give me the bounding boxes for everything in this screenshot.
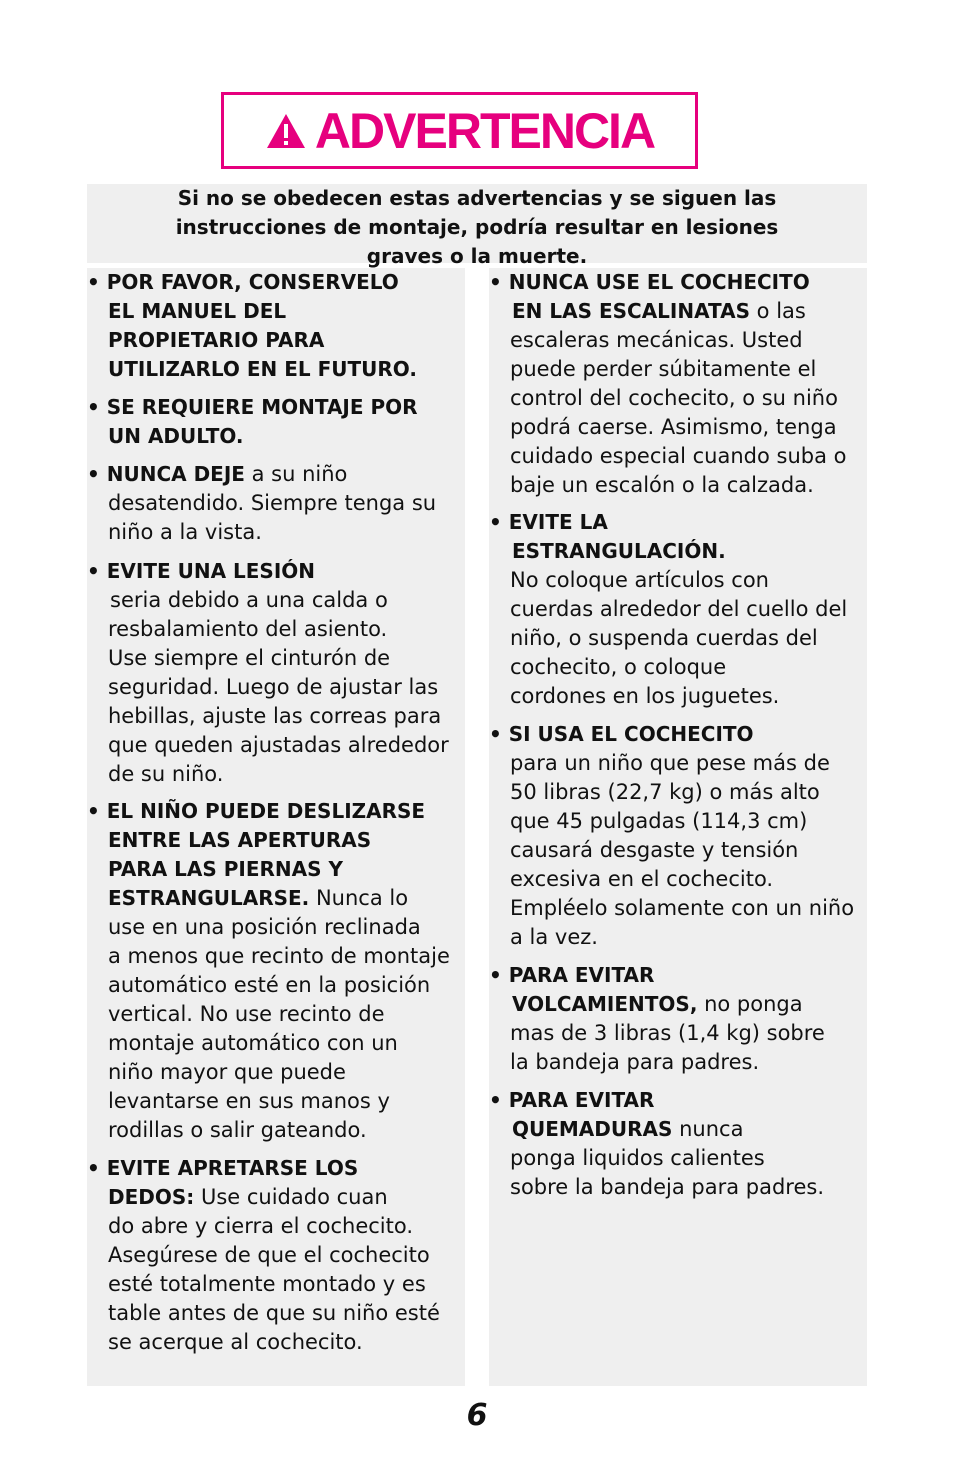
item-text: resbalamiento del asiento.: [108, 617, 388, 641]
intro-warning: [87, 184, 867, 268]
item-text: puede perder súbitamente el: [510, 357, 817, 381]
item-text: desatendido. Siempre tenga su: [108, 491, 437, 515]
item-heading: • NUNCA DEJE: [87, 462, 245, 486]
warning-item-tipping: [489, 961, 825, 1077]
item-text: mas de 3 libras (1,4 kg) sobre: [510, 1021, 825, 1045]
item-heading: • POR FAVOR, CONSERVELO: [87, 270, 399, 294]
intro-line: instrucciones de montaje, podría resultar en lesiones: [175, 215, 779, 239]
item-text: seguridad. Luego de ajustar las: [108, 675, 439, 699]
warning-title: ADVERTENCIA: [314, 102, 655, 159]
item-heading: DEDOS:: [108, 1185, 195, 1209]
item-text: cuerdas alrededor del cuello del: [510, 597, 848, 621]
item-text: nunca: [672, 1117, 744, 1141]
item-text: esté totalmente montado y es: [108, 1272, 426, 1296]
warning-item-keep-manual: [87, 268, 417, 384]
warning-item-weight-limit: [489, 720, 854, 952]
item-text: do abre y cierra el cochecito.: [108, 1214, 414, 1238]
item-heading: • EVITE UNA LESIÓN: [87, 559, 316, 583]
item-text: cuidado especial cuando suba o: [510, 444, 847, 468]
intro-line: graves o la muerte.: [366, 244, 588, 268]
item-text: causará desgaste y tensión: [510, 838, 799, 862]
warning-item-never-leave: [87, 460, 436, 547]
item-text: montaje automático con un: [108, 1031, 398, 1055]
item-text: No coloque artículos con: [510, 568, 769, 592]
item-text: sobre la bandeja para padres.: [510, 1175, 825, 1199]
item-heading: • EL NIÑO PUEDE DESLIZARSE: [87, 799, 426, 823]
item-text: excesiva en el cochecito.: [510, 867, 774, 891]
warning-item-burns: [489, 1086, 824, 1202]
item-heading: UN ADULTO.: [108, 424, 244, 448]
warning-item-stairs: [489, 268, 846, 500]
item-text: para un niño que pese más de: [510, 751, 830, 775]
item-text: niño, o suspenda cuerdas del: [510, 626, 818, 650]
item-heading: EN LAS ESCALINATAS: [512, 299, 750, 323]
warning-item-strangulation: [489, 508, 847, 711]
item-heading: ENTRE LAS APERTURAS: [108, 828, 372, 852]
item-text: ponga liquidos calientes: [510, 1146, 765, 1170]
right-column: [489, 268, 867, 1386]
item-text: automático esté en la posición: [108, 973, 431, 997]
item-text: Use siempre el cinturón de: [108, 646, 391, 670]
item-text: Empléelo solamente con un niño: [510, 896, 855, 920]
item-text: la bandeja para padres.: [510, 1050, 760, 1074]
item-text: rodillas o salir gateando.: [108, 1118, 367, 1142]
warning-item-avoid-injury: [87, 557, 449, 789]
item-heading: • NUNCA USE EL COCHECITO: [489, 270, 810, 294]
warning-item-fingers: [87, 1154, 440, 1357]
item-text: niño mayor que puede: [108, 1060, 346, 1084]
item-text: cochecito, o coloque: [510, 655, 727, 679]
item-heading: • SI USA EL COCHECITO: [489, 722, 754, 746]
item-text: baje un escalón o la calzada.: [510, 473, 814, 497]
item-text: use en una posición reclinada: [108, 915, 421, 939]
item-heading: ESTRANGULARSE.: [108, 886, 310, 910]
item-text: hebillas, ajuste las correas para: [108, 704, 442, 728]
item-text: niño a la vista.: [108, 520, 262, 544]
item-text: seria debido a una calda o: [110, 588, 388, 612]
item-heading: UTILIZARLO EN EL FUTURO.: [108, 357, 417, 381]
item-text: se acerque al cochecito.: [108, 1330, 363, 1354]
item-heading: EL MANUEL DEL: [108, 299, 287, 323]
item-text: de su niño.: [108, 762, 224, 786]
item-text: vertical. No use recinto de: [108, 1002, 385, 1026]
item-text: levantarse en sus manos y: [108, 1089, 390, 1113]
warning-item-adult-assembly: [87, 393, 418, 451]
warning-triangle-icon: [265, 112, 307, 150]
item-heading: • PARA EVITAR: [489, 1088, 655, 1112]
left-column: [87, 268, 465, 1386]
item-heading: ESTRANGULACIÓN.: [512, 539, 726, 563]
item-text: Asegúrese de que el cochecito: [108, 1243, 430, 1267]
item-heading: PARA LAS PIERNAS Y: [108, 857, 343, 881]
item-text: que queden ajustadas alrededor: [108, 733, 449, 757]
item-heading: • SE REQUIERE MONTAJE POR: [87, 395, 418, 419]
item-text: Use cuidado cuan: [194, 1185, 388, 1209]
item-heading: • EVITE APRETARSE LOS: [87, 1156, 359, 1180]
warning-item-child-slip: [87, 797, 450, 1145]
item-text: Nunca lo: [309, 886, 409, 910]
intro-line: Si no se obedecen estas advertencias y se siguen las: [177, 186, 777, 210]
item-heading: • PARA EVITAR: [489, 963, 655, 987]
item-text: cordones en los juguetes.: [510, 684, 780, 708]
item-heading: PROPIETARIO PARA: [108, 328, 325, 352]
warning-header: [221, 92, 698, 169]
item-text: podrá caerse. Asimismo, tenga: [510, 415, 837, 439]
page-number: 6: [466, 1398, 488, 1433]
item-heading: • EVITE LA: [489, 510, 608, 534]
item-text: a su niño: [244, 462, 348, 486]
item-text: table antes de que su niño esté: [108, 1301, 440, 1325]
item-text: no ponga: [697, 992, 803, 1016]
item-heading: QUEMADURAS: [512, 1117, 673, 1141]
item-text: a la vez.: [510, 925, 598, 949]
item-text: escaleras mecánicas. Usted: [510, 328, 803, 352]
item-text: a menos que recinto de montaje: [108, 944, 450, 968]
item-text: 50 libras (22,7 kg) o más alto: [510, 780, 820, 804]
item-text: o las: [750, 299, 806, 323]
item-heading: VOLCAMIENTOS,: [512, 992, 698, 1016]
item-text: que 45 pulgadas (114,3 cm): [510, 809, 808, 833]
item-text: control del cochecito, o su niño: [510, 386, 838, 410]
